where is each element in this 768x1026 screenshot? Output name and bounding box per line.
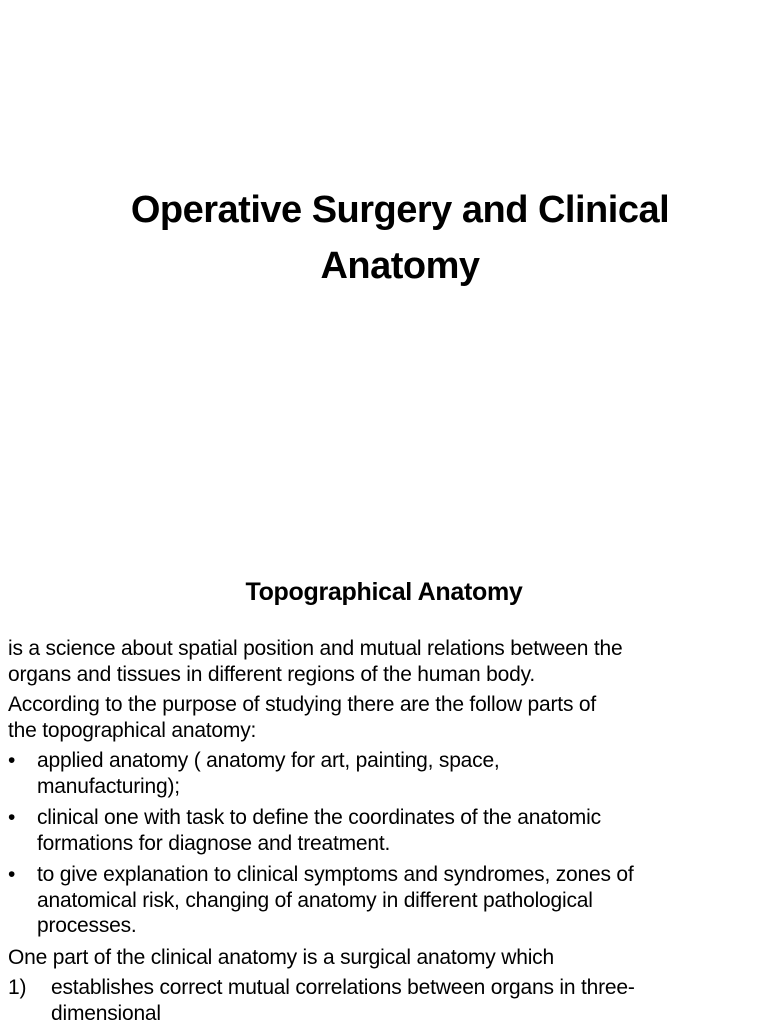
text-line: processes. [37, 913, 768, 939]
bullet-icon: • [8, 748, 15, 774]
text-line: the topographical anatomy: [37, 718, 768, 744]
text-line: According to the purpose of studying there are the follow parts of [37, 692, 768, 718]
intro-paragraph [0, 692, 768, 743]
slide-title-line: Operative Surgery and Clinical [60, 182, 740, 238]
surgical-anatomy-line [0, 945, 768, 971]
topographical-slide [0, 572, 768, 1026]
text-line: One part of the clinical anatomy is a surgical anatomy which [37, 945, 768, 971]
list-number: 1) [8, 975, 26, 1001]
slide-body [0, 636, 768, 1026]
bullet-list [0, 748, 768, 939]
text-line: formations for diagnose and treatment. [37, 831, 768, 857]
slide-title [60, 182, 740, 294]
text-line: applied anatomy ( anatomy for art, painting, space, [37, 748, 768, 774]
section-title: Topographical Anatomy [0, 572, 768, 612]
text-line: organs and tissues in different regions of the human body. [37, 662, 768, 688]
text-line: clinical one with task to define the coordinates of the anatomic [37, 805, 768, 831]
numbered-list [0, 975, 768, 1026]
text-line: dimensional [51, 1001, 768, 1026]
text-line: to give explanation to clinical symptoms and syndromes, zones of [37, 862, 768, 888]
text-line: establishes correct mutual correlations between organs in three- [51, 975, 768, 1001]
text-line: is a science about spatial position and mutual relations between the [37, 636, 768, 662]
bullet-icon: • [8, 805, 15, 831]
list-item [0, 748, 768, 799]
text-line: manufacturing); [37, 774, 768, 800]
text-line: anatomical risk, changing of anatomy in different pathological [37, 888, 768, 914]
list-item [0, 805, 768, 856]
definition-paragraph [0, 636, 768, 687]
slide-title-line: Anatomy [60, 238, 740, 294]
list-item [0, 975, 768, 1026]
list-item [0, 862, 768, 939]
bullet-icon: • [8, 862, 15, 888]
